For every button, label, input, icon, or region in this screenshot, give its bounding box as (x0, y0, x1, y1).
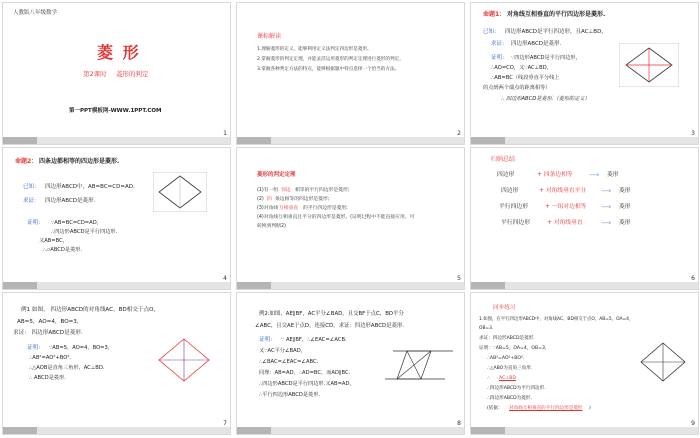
summary-result: 菱形 (607, 172, 619, 178)
slide-number: 8 (457, 420, 461, 427)
fill-answer: AC⊥BD (499, 376, 516, 381)
highlight-word: 四 (267, 197, 272, 202)
proof-line: 又∵AC平分∠BAD， (259, 348, 306, 354)
summary-result: 菱形 (619, 188, 631, 194)
slide-9[interactable] (470, 292, 699, 435)
rhombus-figure (619, 43, 679, 87)
slide-bottom-bar (471, 427, 698, 434)
proof-line: 同理：AB=AD，∴AD=BC，而AD∥BC. (259, 370, 351, 376)
text-segment: 转换到判断2) (257, 224, 286, 229)
proof-line: ∴ ABCD是菱形. (29, 375, 66, 381)
slide-number: 4 (223, 275, 227, 282)
prove-label: 求证： (23, 198, 40, 204)
proof-line: ∴四边形ABCD是平行四边形.又AB=AD， (259, 381, 355, 387)
prove-label: 求证： (491, 41, 508, 47)
text-line: ) (589, 406, 591, 411)
rhombus-figure (153, 172, 207, 212)
proof-line: ∴△AOB是直角三角形，AC⊥BD. (29, 365, 105, 371)
proof-line: 又AB=BC， (39, 238, 68, 244)
slide-8[interactable] (236, 292, 465, 435)
text-line: ∴ (487, 376, 490, 381)
summary-result: 菱形 (619, 220, 631, 226)
proof-label: 证明： (27, 220, 44, 226)
text-line: 1.理解菱形的定义，能够利用定义法判定四边形是菱形。 (257, 47, 372, 52)
proof-line: 的点到两个端点的距离相等） (483, 85, 551, 91)
highlight-word: 互相垂直 (279, 206, 299, 211)
slide-bottom-bar (471, 137, 698, 144)
arrow-icon: ⟶ (601, 187, 612, 195)
text-segment: (3)对角线 (257, 206, 279, 211)
proof-label: 证明： (27, 345, 44, 351)
text-line: ∴四边形ABCD为菱形. (487, 396, 532, 401)
slide-footer: 第一PPT模板网-WWW.1PPT.COM (69, 108, 162, 114)
text-line: ∴四边形ABCD为平行四边形. (487, 386, 546, 391)
slide-6[interactable] (470, 147, 699, 290)
slide-7[interactable] (2, 292, 231, 435)
summary-condition: + 四条边相等 (537, 172, 573, 178)
section-title: 课标解读 (257, 33, 282, 40)
text-line: 证明：∵AB=5，OA=4，OB=3， (479, 346, 550, 351)
proof-line: ∵四边形ABCD是平行四边形， (511, 55, 581, 61)
summary-from: 四边形 (497, 172, 515, 178)
summary-condition: + 一组对边相等 (545, 204, 587, 210)
proof-line: ∴四边形ABCD是平行四边形. (51, 229, 118, 235)
proof-line: ∴平行四边形ABCD是菱形. (259, 392, 321, 398)
example-text: 例1 如图， 四边形ABCD的对角线AC、BD相交于点O， (21, 307, 160, 313)
proof-line: ∵AB=5，AO=4，BO=3， (49, 345, 114, 351)
arrow-icon: ⟶ (601, 219, 612, 227)
rhombus-figure (153, 335, 215, 385)
heading-prefix: 命题2： (15, 158, 38, 165)
text-segment: 相等的平行四边形是菱形; (295, 188, 350, 193)
text-segment: 的平行四边形是菱形; (303, 206, 348, 211)
heading-prefix: 命题1： (483, 11, 506, 18)
slide-number: 9 (691, 420, 695, 427)
slide-bottom-bar (471, 282, 698, 289)
proof-label: 证明： (259, 337, 276, 343)
slide-2[interactable] (236, 2, 465, 145)
summary-condition: + 对角线垂直 (547, 220, 583, 226)
slide-1[interactable] (2, 2, 231, 145)
text-line: 1.如图，在平行四边形ABCD中，对角线AC、BD相交于点O，AB=5，OA=4， (479, 317, 634, 322)
known-label: 已知： (483, 29, 500, 35)
slide-header: 人教版八年级数学 (13, 10, 58, 16)
summary-from: 平行四边形 (499, 204, 528, 210)
known-label: 已知： (23, 184, 40, 190)
text-segment: (4)对角线互相垂直且平分的四边形是菱形。(证明过程中不能直接应用。可 (257, 215, 415, 220)
slide-number: 7 (223, 420, 227, 427)
proof-line: ∴AO=CO，又∵AC⊥BD， (491, 65, 552, 71)
text-line: 2.掌握菱形的判定定理，并能灵活运用菱形的判定定理进行菱形的判定。 (257, 57, 404, 62)
section-title: 归纳总结 (491, 156, 516, 163)
known-text: 四边形ABCD是平行四边形，且AC⊥BD， (505, 29, 607, 35)
slide-number: 3 (691, 130, 695, 137)
text-segment: (2) (257, 197, 264, 202)
text-line: ∴△ABO为直角三角形. (487, 366, 533, 371)
slide-bottom-bar (237, 282, 464, 289)
arrow-icon: ⟶ (601, 203, 612, 211)
proof-line: ∵ AE∥BF，∴∠EAC=∠ACB. (281, 337, 347, 343)
section-title: 同步练习 (493, 305, 516, 311)
slide-number: 1 (223, 130, 227, 137)
slide-title: 菱 形 (97, 43, 141, 62)
slide-bottom-bar (3, 137, 230, 144)
slide-5[interactable] (236, 147, 465, 290)
slide-number: 2 (457, 130, 461, 137)
proof-line: ∴AB²=AO²+BO². (29, 355, 72, 361)
slide-number: 5 (457, 275, 461, 282)
slide-bottom-bar (237, 137, 464, 144)
proof-line: ∴ 四边形ABCD是菱形.（菱形的定义） (501, 96, 590, 102)
slide-3[interactable] (470, 2, 699, 145)
rhombus-figure (637, 339, 689, 385)
slide-subtitle: 第2课时 (83, 70, 107, 78)
prove-text: 求证： 四边形ABCD是菱形. (13, 330, 83, 336)
slide-4[interactable] (2, 147, 231, 290)
example-text: 例2:如图，AE∥BF，AC平分∠BAD，且交BF于点C，BD平分 (259, 311, 404, 317)
slide-bottom-bar (3, 282, 230, 289)
fill-answer: 对角线互相垂直的平行四边形是菱形 (509, 406, 583, 411)
summary-from: 平行四边形 (501, 220, 530, 226)
text-line: 3.掌握各种判定方法的特点，能够根据题中特点选择一个恰当的方法。 (257, 67, 400, 72)
example-text: ∠ABC，且交AE于点D，连接CD，求证：四边形ABCD是菱形. (255, 323, 404, 329)
example-text: AB=5，AO=4，BO=3， (17, 319, 83, 325)
text-line: OB=3. (479, 326, 494, 331)
proof-line: ∴∠BAC=∠EAC=∠ABC. (259, 359, 319, 365)
proof-line: ∴▱ABCD是菱形. (43, 247, 83, 253)
slide-number: 6 (691, 275, 695, 282)
arrow-icon: ⟶ (589, 171, 600, 179)
text-segment: 条边相等的四边形是菱形; (275, 197, 330, 202)
text-line: (依据： (487, 406, 503, 411)
proof-line: ∵AB=BC=CD=AD， (51, 220, 102, 226)
prove-text: 四边形ABCD是菱形. (511, 41, 562, 47)
slide-bottom-bar (237, 427, 464, 434)
prove-text: 四边形ABCD是菱形. (45, 198, 96, 204)
text-line: ∴AB²=AO²+BO². (487, 356, 525, 361)
summary-condition: + 对角线垂直平分 (539, 188, 587, 194)
text-line: 求证：四边形ABCD是菱形. (479, 336, 535, 341)
proof-label: 证明： (491, 55, 508, 61)
heading: 四条边都相等的四边形是菱形. (39, 158, 120, 165)
text-segment: (1)有一组 (257, 188, 279, 193)
heading: 对角线互相垂直的平行四边形是菱形. (507, 11, 606, 18)
known-text: 四边形ABCD中，AB=BC=CD=AD. (45, 184, 135, 190)
summary-from: 四边形 (501, 188, 519, 194)
section-title: 菱形的判定定理 (257, 172, 296, 178)
proof-line: ∴AB=BC（线段垂直平分线上 (491, 75, 560, 81)
summary-result: 菱形 (619, 204, 631, 210)
parallel-lines-figure (383, 339, 455, 389)
highlight-word: 邻边 (281, 188, 291, 193)
slide-bottom-bar (3, 427, 230, 434)
slide-subtitle-2: 菱形的判定 (116, 70, 149, 78)
